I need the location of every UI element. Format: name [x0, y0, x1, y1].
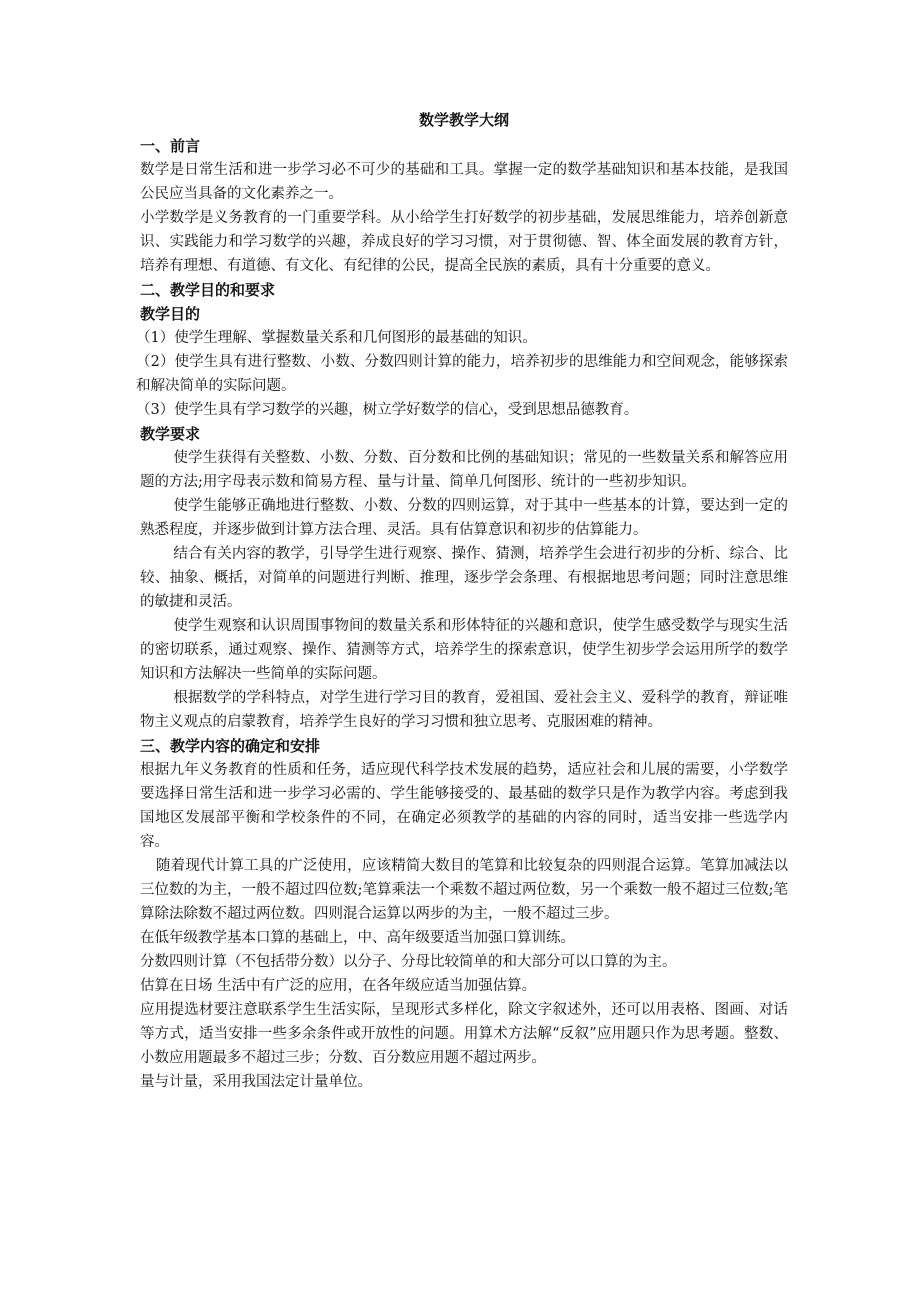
paragraph: 使学生获得有关整数、小数、分数、百分数和比例的基础知识；常见的一些数量关系和解答应用题的方法;用字母表示数和简易方程、量与计量、简单几何图形、统计的一些初步知识。	[140, 450, 788, 490]
paragraph: 估算在日场 生活中有广泛的应用，在各年级应适当加强估算。	[140, 978, 537, 994]
paragraph: 使学生能够正确地进行整数、小数、分数的四则运算，对于其中一些基本的计算，要达到一定的熟悉程度，并逐步做到计算方法合理、灵活。具有估算意识和初步的估算能力。	[140, 498, 788, 538]
paragraph: 根据九年义务教育的性质和任务，适应现代科学技术发展的趋势，适应社会和儿展的需要，小学数学要选择日常生活和进一步学习必需的、学生能够接受的、最基础的数学只是作为教学内容。考虑到我国地区发展部平衡和学校条件的不同，在确定必须教学的基础的内容的同时，适当安排一些选学内容。	[140, 762, 788, 850]
section-heading-goals: 二、教学目的和要求	[140, 281, 276, 299]
subheading-teaching-requirements: 教学要求	[140, 425, 201, 443]
document-page	[136, 108, 788, 1094]
section-heading-content: 三、教学内容的确定和安排	[140, 737, 321, 755]
paragraph: 根据数学的学科特点，对学生进行学习目的教育，爱祖国、爱社会主义、爱科学的教育，辩证唯物主义观点的启蒙教育，培养学生良好的学习习惯和独立思考、克服困难的精神。	[140, 690, 788, 730]
paragraph: 使学生观察和认识周围事物间的数量关系和形体特征的兴趣和意识，使学生感受数学与现实生活的密切联系，通过观察、操作、猜测等方式，培养学生的探索意识，使学生初步学会运用所学的数学知识和方法解决一些简单的实际问题。	[140, 618, 788, 682]
document-title: 数学教学大纲	[418, 111, 509, 129]
paragraph: 数学是日常生活和进一步学习必不可少的基础和工具。掌握一定的数学基础知识和基本技能，是我国公民应当具备的文化素养之一。	[140, 162, 788, 202]
list-item: （3）使学生具有学习数学的兴趣，树立学好数学的信心，受到思想品德教育。	[136, 402, 639, 418]
paragraph: 小学数学是义务教育的一门重要学科。从小给学生打好数学的初步基础，发展思维能力，培养创新意识、实践能力和学习数学的兴趣，养成良好的学习习惯，对于贯彻德、智、体全面发展的教育方针，培养有理想、有道德、有文化、有纪律的公民，提高全民族的素质，具有十分重要的意义。	[140, 210, 788, 274]
paragraph: 在低年级教学基本口算的基础上，中、高年级要适当加强口算训练。	[140, 930, 575, 946]
paragraph: 分数四则计算（不包括带分数）以分子、分母比较简单的和大部分可以口算的为主。	[140, 954, 677, 970]
section-heading-preface: 一、前言	[140, 137, 201, 155]
list-item: （1）使学生理解、掌握数量关系和几何图形的最基础的知识。	[136, 330, 537, 346]
paragraph: 应用提选材要注意联系学生生活实际，呈现形式多样化，除文字叙述外，还可以用表格、图画、对话等方式，适当安排一些多余条件或开放性的问题。用算术方法解“反叙”应用题只作为思考题。整数、小数应用题最多不超过三步；分数、百分数应用题不超过两步。	[140, 1002, 788, 1066]
subheading-teaching-purpose: 教学目的	[140, 305, 201, 323]
paragraph: 结合有关内容的教学，引导学生进行观察、操作、猜测，培养学生会进行初步的分析、综合、比较、抽象、概括，对简单的问题进行判断、推理，逐步学会条理、有根据地思考问题；同时注意思维的敏捷和灵活。	[140, 546, 788, 610]
list-item: （2）使学生具有进行整数、小数、分数四则计算的能力，培养初步的思维能力和空间观念，能够探索和解决简单的实际问题。	[136, 354, 788, 394]
paragraph: 随着现代计算工具的广泛使用，应该精简大数目的笔算和比较复杂的四则混合运算。笔算加减法以三位数的为主，一般不超过四位数;笔算乘法一个乘数不超过两位数，另一个乘数一般不超过三位数;笔算除法除数不超过两位数。四则混合运算以两步的为主，一般不超过三步。	[140, 858, 788, 922]
paragraph: 量与计量，采用我国法定计量单位。	[140, 1074, 372, 1090]
